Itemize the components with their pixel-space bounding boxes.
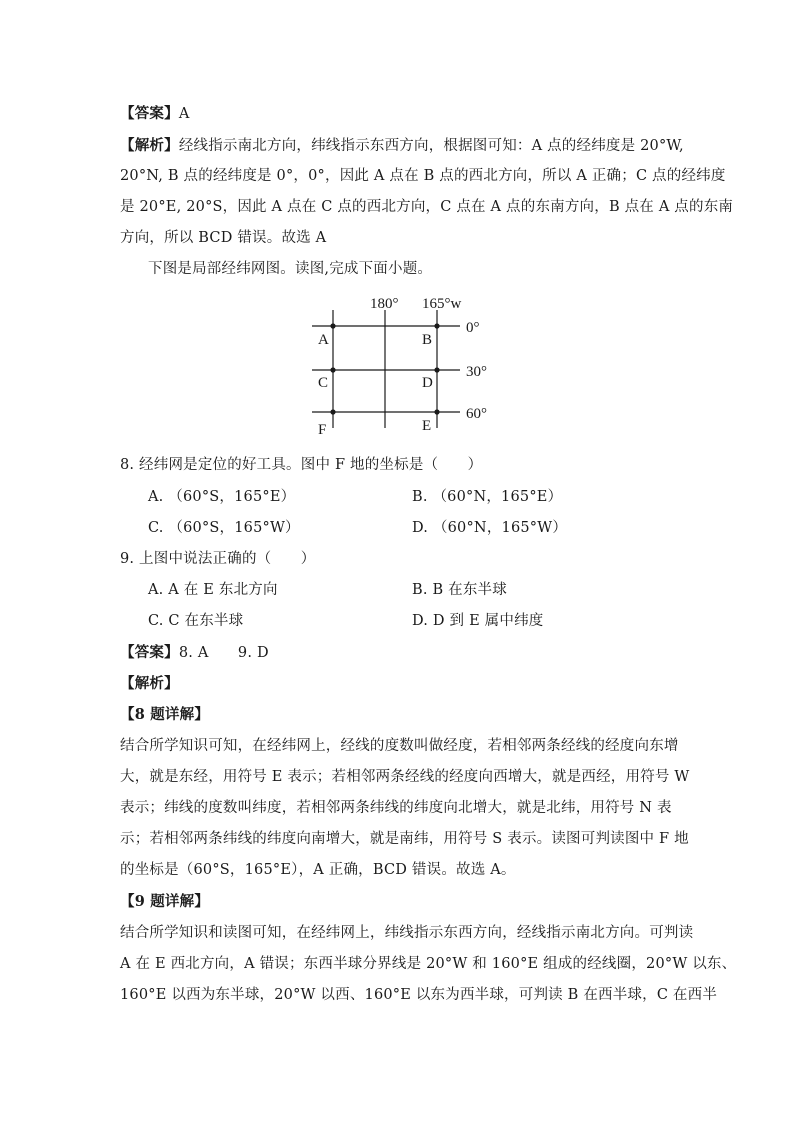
q8-option-b: B. （60°N，165°E） [412,489,563,505]
answer-tag: 【答案】 [120,105,179,122]
answer-value: 8. A 9. D [178,645,269,661]
q9-detail-text: 160°E 以西为东半球，20°W 以西、160°E 以东为西半球，可判读 B 在西半球，C 在西半 [120,987,718,1003]
point-label-a: A [318,332,329,348]
analysis-text: 经线指示南北方向，纬线指示东西方向，根据图可知：A 点的经纬度是 20°W, [178,138,684,154]
point-f-dot [330,409,335,414]
q9-stem: 9. 上图中说法正确的（ ） [120,551,316,567]
q9-option-d: D. D 到 E 属中纬度 [412,613,544,629]
q8-detail-text: 的坐标是（60°S，165°E），A 正确，BCD 错误。故选 A。 [120,862,516,878]
analysis-text: 是 20°E, 20°S，因此 A 点在 C 点的西北方向，C 点在 A 点的东南方向，B 点在 A 点的东南 [120,199,734,215]
q8-detail-text: 表示；纬线的度数叫纬度，若相邻两条纬线的纬度向北增大，就是北纬，用符号 N 表 [120,800,672,816]
q9-detail-text: 结合所学知识和读图可知，在经纬网上，纬线指示东西方向，经线指示南北方向。可判读 [120,925,694,941]
point-label-e: E [422,418,432,434]
answer-line-1 [120,104,680,124]
point-label-d: D [422,375,433,391]
point-label-b: B [422,332,433,348]
point-label-f: F [318,422,327,438]
q8-option-a: A. （60°S，165°E） [148,489,296,505]
q8-detail-text: 大，就是东经，用符号 E 表示；若相邻两条经线的经度向西增大，就是西经，用符号 W [120,769,690,785]
point-a-dot [330,323,335,328]
q9-option-a: A. A 在 E 东北方向 [148,582,278,598]
q8-option-d: D. （60°N，165°W） [412,520,568,536]
intro-text: 下图是局部经纬网图。读图,完成下面小题。 [148,261,433,277]
lat-label-60: 60° [466,406,487,422]
q8-option-c: C. （60°S，165°W） [148,520,300,536]
point-c-dot [330,367,335,372]
answer-line-2 [120,643,680,663]
point-d-dot [434,367,439,372]
lon-label-165w: 165°w [422,296,462,312]
q9-detail-tag: 【9 题详解】 [120,893,210,910]
q8-detail-text: 示；若相邻两条纬线的纬度向南增大，就是南纬，用符号 S 表示。读图可判读图中 F 地 [120,831,689,847]
lat-label-30: 30° [466,364,487,380]
q9-option-b: B. B 在东半球 [412,582,507,598]
answer-tag: 【答案】 [120,644,179,661]
q8-stem: 8. 经纬网是定位的好工具。图中 F 地的坐标是（ ） [120,457,483,473]
analysis-tag: 【解析】 [120,675,179,692]
analysis-tag: 【解析】 [120,137,179,154]
point-e-dot [434,409,439,414]
q8-detail-tag: 【8 题详解】 [120,706,210,723]
q9-detail-text: A 在 E 西北方向，A 错误；东西半球分界线是 20°W 和 160°E 组成的经线圈，20°W 以东、 [120,956,737,972]
point-label-c: C [318,375,329,391]
analysis-text: 方向，所以 BCD 错误。故选 A [120,230,327,246]
lat-label-0: 0° [466,320,480,336]
analysis-text: 20°N, B 点的经纬度是 0°，0°，因此 A 点在 B 点的西北方向，所以 A 正确；C 点的经纬度 [120,168,726,184]
lat-lon-grid-figure [300,288,500,440]
answer-value: A [178,106,190,122]
analysis-line-1 [120,136,684,156]
point-b-dot [434,323,439,328]
q8-detail-text: 结合所学知识可知，在经纬网上，经线的度数叫做经度，若相邻两条经线的经度向东增 [120,738,679,754]
q9-option-c: C. C 在东半球 [148,613,244,629]
lon-label-180: 180° [370,296,399,312]
